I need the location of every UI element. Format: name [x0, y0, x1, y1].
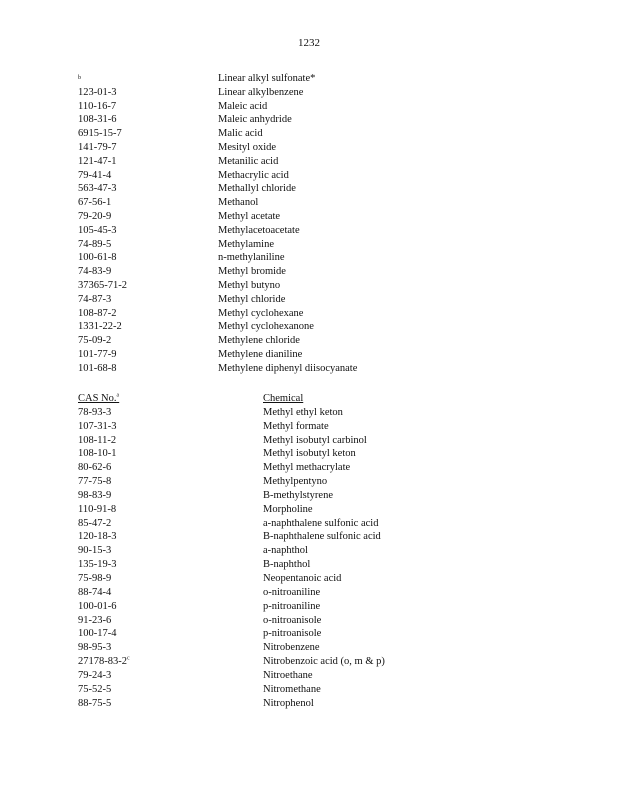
table-row — [78, 489, 478, 503]
table-2-header-row — [78, 392, 478, 406]
cas-number-text: 37365-71-2 — [78, 279, 127, 291]
cas-number-text: 123-01-3 — [78, 86, 117, 98]
table-1-rows — [78, 86, 478, 376]
cas-number — [78, 86, 117, 100]
table-row — [78, 530, 478, 544]
table-row — [78, 86, 478, 100]
cas-number — [78, 641, 111, 655]
cas-number — [78, 434, 116, 448]
cas-number-text: 74-89-5 — [78, 238, 112, 250]
table-row — [78, 614, 478, 628]
chemical-name: Linear alkylbenzene — [218, 86, 304, 98]
chemical-name: Morpholine — [263, 503, 313, 515]
cas-number — [78, 113, 117, 127]
chemical-name: Methyl chloride — [218, 293, 286, 305]
table-row — [78, 586, 478, 600]
cas-number — [78, 503, 116, 517]
cas-number-text: 79-24-3 — [78, 669, 112, 681]
table-row — [78, 169, 478, 183]
cas-number — [78, 348, 117, 362]
table-row — [78, 420, 478, 434]
cas-number-text: 108-11-2 — [78, 434, 117, 446]
chemical-name: Methyl isobutyl carbinol — [263, 434, 367, 446]
chemical-name: o-nitroanisole — [263, 614, 322, 626]
cas-number-text: 75-98-9 — [78, 572, 112, 584]
table-row — [78, 669, 478, 683]
cas-number — [78, 307, 117, 321]
chemical-name: Nitromethane — [263, 683, 321, 695]
table-row — [78, 447, 478, 461]
chemical-name: B-methylstyrene — [263, 489, 333, 501]
table-row — [78, 641, 478, 655]
cas-number-text: 100-01-6 — [78, 600, 117, 612]
chemical-name: Nitrobenzene — [263, 642, 320, 654]
table-row — [78, 251, 478, 265]
cas-number — [78, 530, 117, 544]
cas-number — [78, 293, 111, 307]
chemical-name: Methylene chloride — [218, 335, 300, 347]
cas-number — [78, 517, 111, 531]
cas-number — [78, 406, 111, 420]
cas-number — [78, 627, 117, 641]
chemical-name: Nitrophenol — [263, 697, 314, 709]
cas-number-text: 88-75-5 — [78, 697, 112, 709]
table-row — [78, 544, 478, 558]
table-row — [78, 182, 478, 196]
cas-number — [78, 489, 111, 503]
cas-number — [78, 614, 111, 628]
table-row — [78, 279, 478, 293]
cas-number-text: 563-47-3 — [78, 183, 117, 195]
cas-number-text: 107-31-3 — [78, 420, 117, 432]
table-row — [78, 210, 478, 224]
table-row — [78, 558, 478, 572]
cas-number-text: 77-75-8 — [78, 476, 112, 488]
chemical-name: Methanol — [218, 197, 259, 209]
cas-number — [78, 475, 111, 489]
chemical-name: Methyl bromide — [218, 266, 286, 278]
cas-number-text: 90-15-3 — [78, 545, 112, 557]
table-row — [78, 293, 478, 307]
chemical-name: o-nitroaniline — [263, 586, 321, 598]
table-row — [78, 265, 478, 279]
cas-number — [78, 141, 117, 155]
cas-number-text: 100-61-8 — [78, 252, 117, 264]
cas-number — [78, 334, 111, 348]
cas-number-text: 79-20-9 — [78, 210, 112, 222]
table-row — [78, 307, 478, 321]
chemical-name: Maleic anhydride — [218, 114, 292, 126]
cas-number-text: 105-45-3 — [78, 224, 117, 236]
cas-header-label: CAS No. — [78, 393, 117, 404]
chemical-name: Mesityl oxide — [218, 141, 277, 153]
chemical-name: Methylamine — [218, 238, 274, 250]
table-row — [78, 127, 478, 141]
chemical-table-2 — [78, 392, 478, 710]
cas-number-text: 78-93-3 — [78, 406, 112, 418]
table-row — [78, 113, 478, 127]
table-row — [78, 155, 478, 169]
chemical-name: Methyl methacrylate — [263, 462, 351, 474]
cas-footnote-marker: c — [127, 655, 130, 662]
table-row — [78, 238, 478, 252]
cas-number — [78, 155, 117, 169]
chemical-name: a-naphthalene sulfonic acid — [263, 517, 379, 529]
chemical-name: Methyl formate — [263, 420, 329, 432]
cas-number — [78, 279, 127, 293]
cas-number — [78, 182, 117, 196]
page-number: 1232 — [298, 37, 320, 49]
cas-number — [78, 420, 117, 434]
cas-number-text: 120-18-3 — [78, 531, 117, 543]
table-row — [78, 600, 478, 614]
cas-number-text: 85-47-2 — [78, 517, 112, 529]
chemical-name: Neopentanoic acid — [263, 572, 342, 584]
cas-number — [78, 251, 117, 265]
table-2-rows — [78, 406, 478, 711]
chemical-name: Methylpentyno — [263, 476, 328, 488]
cas-number — [78, 586, 111, 600]
cas-number — [78, 669, 111, 683]
cas-number — [78, 558, 117, 572]
table-1-head-marker: b — [78, 75, 81, 81]
cas-number-text: 79-41-4 — [78, 169, 112, 181]
cas-number-text: 110-16-7 — [78, 100, 117, 112]
cas-number-text: 98-95-3 — [78, 642, 112, 654]
chemical-name: Methyl cyclohexanone — [218, 321, 314, 333]
cas-number-text: 100-17-4 — [78, 628, 117, 640]
chemical-name: p-nitroaniline — [263, 600, 321, 612]
cas-number-text: 141-79-7 — [78, 141, 117, 153]
table-row — [78, 517, 478, 531]
cas-number-text: 135-19-3 — [78, 559, 117, 571]
cas-number-text: 75-09-2 — [78, 335, 112, 347]
cas-number-text: 75-52-5 — [78, 683, 112, 695]
cas-number — [78, 697, 111, 711]
table-row — [78, 434, 478, 448]
cas-number — [78, 655, 130, 669]
chemical-name: B-naphthalene sulfonic acid — [263, 531, 381, 543]
chemical-name: Methylacetoacetate — [218, 224, 300, 236]
cas-number — [78, 100, 116, 114]
table-row — [78, 503, 478, 517]
table-row — [78, 461, 478, 475]
table-1-head-chemical: Linear alkyl sulfonate* — [218, 73, 316, 84]
cas-column-header — [78, 392, 119, 406]
table-row — [78, 334, 478, 348]
cas-number-text: 1331-22-2 — [78, 321, 122, 333]
chemical-name: Methyl acetate — [218, 210, 281, 222]
cas-number — [78, 238, 111, 252]
cas-number — [78, 683, 111, 697]
chemical-column-header: Chemical — [263, 393, 304, 404]
cas-number-text: 108-31-6 — [78, 114, 117, 126]
table-row — [78, 655, 478, 669]
table-row — [78, 224, 478, 238]
chemical-name: Methallyl chloride — [218, 183, 296, 195]
cas-number — [78, 169, 111, 183]
table-row — [78, 683, 478, 697]
cas-number-text: 88-74-4 — [78, 586, 112, 598]
table-row — [78, 141, 478, 155]
chemical-name: Malic acid — [218, 128, 263, 140]
table-row — [78, 475, 478, 489]
cas-header-footnote: a — [116, 392, 120, 399]
cas-number — [78, 210, 111, 224]
cas-number — [78, 447, 117, 461]
cas-number-text: 67-56-1 — [78, 197, 112, 209]
cas-number — [78, 320, 122, 334]
cas-number-text: 101-68-8 — [78, 362, 117, 374]
table-row — [78, 406, 478, 420]
cas-number — [78, 224, 117, 238]
chemical-name: Methylene dianiline — [218, 348, 303, 360]
cas-number-text: 101-77-9 — [78, 348, 117, 360]
chemical-name: B-naphthol — [263, 559, 311, 571]
cas-number-text: 27178-83-2 — [78, 656, 127, 668]
cas-number — [78, 461, 111, 475]
table-1-head-row — [78, 72, 478, 86]
cas-number — [78, 127, 122, 141]
cas-number — [78, 544, 111, 558]
cas-number — [78, 265, 111, 279]
chemical-name: a-naphthol — [263, 545, 308, 557]
table-row — [78, 196, 478, 210]
chemical-name: n-methylaniline — [218, 252, 285, 264]
cas-number — [78, 572, 111, 586]
cas-number-text: 121-47-1 — [78, 155, 117, 167]
table-row — [78, 362, 478, 376]
chemical-name: Nitrobenzoic acid (o, m & p) — [263, 656, 385, 668]
chemical-name: Maleic acid — [218, 100, 268, 112]
chemical-table-1 — [78, 72, 478, 376]
chemical-name: Metanilic acid — [218, 155, 279, 167]
chemical-name: Methyl ethyl keton — [263, 406, 343, 418]
table-row — [78, 100, 478, 114]
cas-number-text: 108-10-1 — [78, 448, 117, 460]
cas-number-text: 98-83-9 — [78, 489, 112, 501]
table-row — [78, 320, 478, 334]
chemical-name: Nitroethane — [263, 669, 313, 681]
cas-number — [78, 196, 111, 210]
chemical-name: p-nitroanisole — [263, 628, 322, 640]
table-row — [78, 697, 478, 711]
table-row — [78, 627, 478, 641]
cas-number-text: 74-87-3 — [78, 293, 112, 305]
cas-number-text: 110-91-8 — [78, 503, 117, 515]
table-row — [78, 572, 478, 586]
chemical-name: Methacrylic acid — [218, 169, 289, 181]
cas-number — [78, 362, 117, 376]
cas-number-text: 74-83-9 — [78, 266, 112, 278]
cas-number-text: 6915-15-7 — [78, 128, 122, 140]
cas-number — [78, 600, 117, 614]
chemical-name: Methyl isobutyl keton — [263, 448, 356, 460]
chemical-name: Methyl cyclohexane — [218, 307, 304, 319]
chemical-name: Methyl butyno — [218, 279, 281, 291]
cas-number-text: 108-87-2 — [78, 307, 117, 319]
chemical-name: Methylene diphenyl diisocyanate — [218, 362, 358, 374]
table-row — [78, 348, 478, 362]
cas-number-text: 91-23-6 — [78, 614, 112, 626]
cas-number-text: 80-62-6 — [78, 462, 112, 474]
